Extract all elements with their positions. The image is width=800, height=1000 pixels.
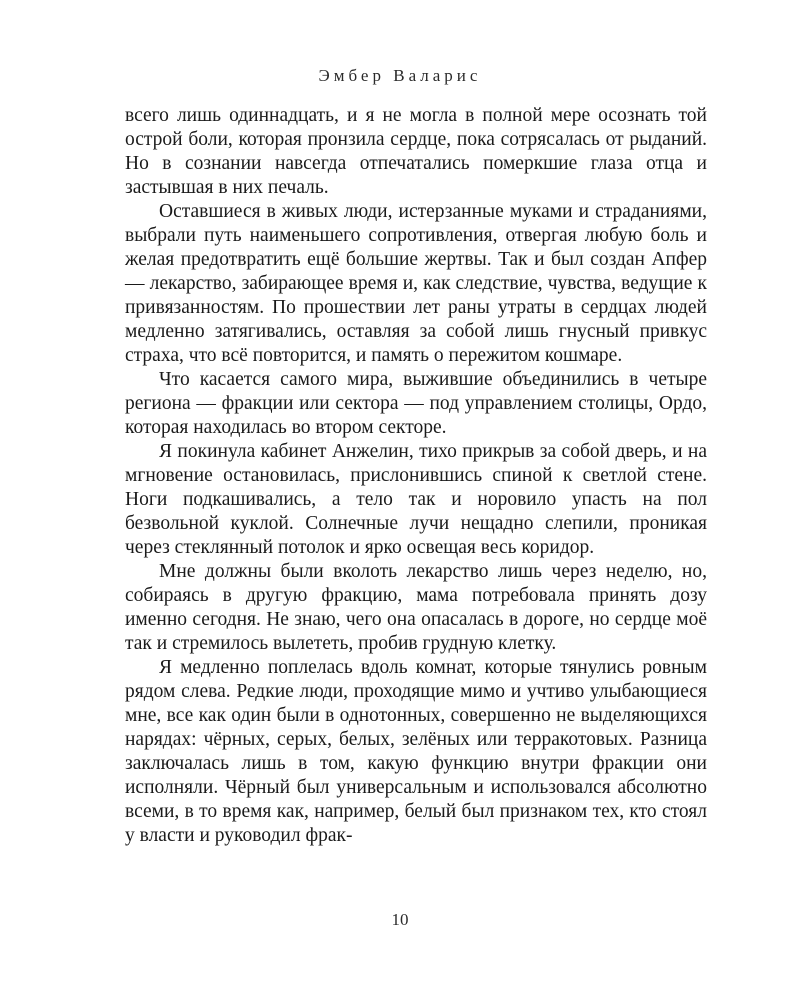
paragraph: Что касается самого мира, выжившие объединились в четыре региона — фракции или сектора — под управлением столицы, Ордо, которая находилась во втором секторе. xyxy=(125,369,707,438)
paragraph: Оставшиеся в живых люди, истерзанные муками и страданиями, выбрали путь наименьшего сопротивления, отвергая любую боль и желая предотвратить ещё большие жертвы. Так и был создан Апфер — лекарство, забирающее время и, как следствие, чувства, ведущие к привязанностям. По прошествии лет раны утраты в сердцах людей медленно затягивались, оставляя за собой лишь гнусный привкус страха, что всё повторится, и память о пережитом кошмаре. xyxy=(125,201,707,366)
paragraph: Я покинула кабинет Анжелин, тихо прикрыв за собой дверь, и на мгновение остановилась, прислонившись спиной к светлой стене. Ноги подкашивались, а тело так и норовило упасть на пол безвольной куклой. Солнечные лучи нещадно слепили, проникая через стеклянный потолок и ярко освещая весь коридор. xyxy=(125,441,707,558)
running-head-author: Эмбер Валарис xyxy=(318,66,482,85)
paragraph: всего лишь одиннадцать, и я не могла в полной мере осознать той острой боли, которая пронзила сердце, пока сотрясалась от рыданий. Но в сознании навсегда отпечатались померкшие глаза отца и застывшая в них печаль. xyxy=(125,105,707,198)
paragraph: Мне должны были вколоть лекарство лишь через неделю, но, собираясь в другую фракцию, мама потребовала принять дозу именно сегодня. Не знаю, чего она опасалась в дороге, но сердце моё так и стремилось вылететь, пробив грудную клетку. xyxy=(125,561,707,654)
paragraph: Я медленно поплелась вдоль комнат, которые тянулись ровным рядом слева. Редкие люди, проходящие мимо и учтиво улыбающиеся мне, все как один были в однотонных, совершенно не выделяющихся нарядах: чёрных, серых, белых, зелёных или терракотовых. Разница заключалась лишь в том, какую функцию внутри фракции они исполняли. Чёрный был универсальным и использовался абсолютно всеми, в то время как, например, белый был признаком тех, кто стоял у власти и руководил фрак- xyxy=(125,657,707,846)
page-number: 10 xyxy=(391,910,409,929)
body-text xyxy=(125,104,707,848)
